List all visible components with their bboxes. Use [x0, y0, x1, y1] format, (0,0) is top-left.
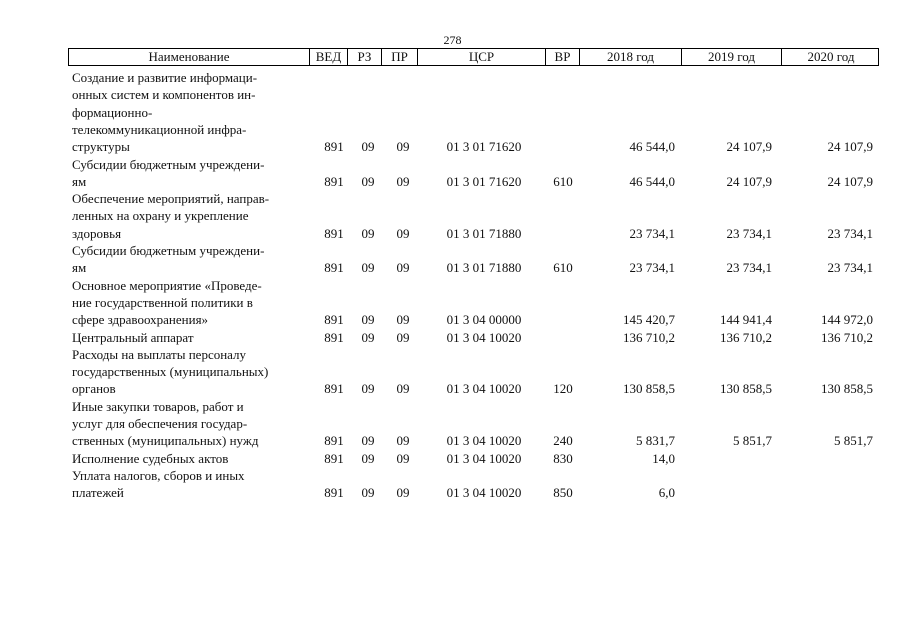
row-name-line: Исполнение судебных актов	[72, 450, 229, 466]
row-name-line: Уплата налогов, сборов и иных	[72, 467, 245, 483]
row-name-line: Обеспечение мероприятий, направ-	[72, 191, 270, 207]
column-header-name: Наименование	[148, 49, 230, 64]
row-name-line: органов	[72, 381, 116, 397]
cell-y2018: 5 831,7	[636, 433, 675, 449]
cell-y2018: 130 858,5	[623, 381, 675, 397]
cell-y2019: 24 107,9	[726, 139, 772, 155]
cell-pr: 09	[396, 139, 410, 155]
column-header-csr: ЦСР	[417, 49, 545, 65]
cell-rz: 09	[361, 260, 375, 276]
cell-y2020: 144 972,0	[821, 312, 873, 328]
cell-y2018: 23 734,1	[629, 225, 675, 241]
row-name-line: онных систем и компонентов ин-	[72, 87, 256, 103]
row-name-line: услуг для обеспечения государ-	[72, 415, 248, 431]
row-name-line: здоровья	[72, 225, 122, 241]
table-header	[68, 48, 879, 66]
cell-y2018: 23 734,1	[629, 260, 675, 276]
cell-csr: 01 3 01 71880	[446, 225, 522, 241]
table-row	[0, 329, 905, 346]
row-name	[72, 156, 308, 191]
row-name-line: Центральный аппарат	[72, 329, 194, 345]
row-name	[72, 190, 308, 242]
cell-y2019: 130 858,5	[720, 381, 772, 397]
column-header-pr: ПР	[381, 49, 417, 65]
row-name-line: Основное мероприятие «Проведе-	[72, 277, 262, 293]
cell-y2020: 23 734,1	[827, 260, 873, 276]
cell-csr: 01 3 04 10020	[446, 433, 522, 449]
cell-vr: 850	[553, 485, 573, 501]
row-name-line: Иные закупки товаров, работ и	[72, 398, 244, 414]
cell-y2018: 145 420,7	[623, 312, 675, 328]
row-name	[72, 242, 308, 277]
row-name-line: ям	[72, 260, 87, 276]
cell-pr: 09	[396, 329, 410, 345]
row-name-line: формационно-	[72, 104, 153, 120]
row-name-line: структуры	[72, 139, 130, 155]
cell-csr: 01 3 04 10020	[446, 485, 522, 501]
row-name-line: телекоммуникационной инфра-	[72, 121, 247, 137]
cell-pr: 09	[396, 433, 410, 449]
table-row	[0, 467, 905, 502]
cell-y2020: 130 858,5	[821, 381, 873, 397]
cell-y2018: 14,0	[652, 450, 675, 466]
cell-csr: 01 3 01 71620	[446, 173, 522, 189]
cell-y2018: 46 544,0	[629, 173, 675, 189]
cell-y2020: 24 107,9	[827, 139, 873, 155]
cell-y2018: 136 710,2	[623, 329, 675, 345]
table-row	[0, 242, 905, 277]
row-name	[72, 398, 308, 450]
row-name-line: Субсидии бюджетным учреждени-	[72, 243, 265, 258]
cell-y2019: 23 734,1	[726, 225, 772, 241]
cell-y2018: 46 544,0	[629, 139, 675, 155]
cell-ved: 891	[324, 173, 344, 189]
row-name-line: ленных на охрану и укрепление	[72, 208, 249, 224]
cell-ved: 891	[324, 381, 344, 397]
cell-y2019: 144 941,4	[720, 312, 772, 328]
cell-pr: 09	[396, 450, 410, 466]
cell-ved: 891	[324, 450, 344, 466]
cell-vr: 830	[553, 450, 573, 466]
cell-rz: 09	[361, 173, 375, 189]
cell-y2020: 24 107,9	[827, 173, 873, 189]
row-name-line: Расходы на выплаты персоналу	[72, 346, 247, 362]
cell-csr: 01 3 04 10020	[446, 381, 522, 397]
row-name	[72, 277, 308, 329]
row-name-line: ям	[72, 173, 87, 189]
cell-pr: 09	[396, 225, 410, 241]
cell-csr: 01 3 04 00000	[446, 312, 522, 328]
row-name-line: Субсидии бюджетным учреждени-	[72, 156, 265, 172]
cell-rz: 09	[361, 139, 375, 155]
table-row	[0, 450, 905, 467]
row-name-line: платежей	[72, 485, 124, 501]
cell-pr: 09	[396, 312, 410, 328]
cell-ved: 891	[324, 139, 344, 155]
cell-csr: 01 3 04 10020	[446, 329, 522, 345]
column-header-rz: РЗ	[347, 49, 381, 65]
cell-y2019: 136 710,2	[720, 329, 772, 345]
cell-rz: 09	[361, 329, 375, 345]
cell-y2020: 5 851,7	[834, 433, 873, 449]
row-name	[72, 467, 308, 502]
row-name-line: ние государственной политики в	[72, 294, 253, 310]
cell-vr: 610	[553, 260, 573, 276]
cell-y2019: 24 107,9	[726, 173, 772, 189]
cell-pr: 09	[396, 260, 410, 276]
table-row	[0, 69, 905, 156]
cell-pr: 09	[396, 173, 410, 189]
cell-ved: 891	[324, 225, 344, 241]
table-row	[0, 156, 905, 191]
row-name	[72, 450, 308, 467]
row-name-line: сфере здравоохранения»	[72, 312, 209, 328]
table-row	[0, 277, 905, 329]
table-row	[0, 398, 905, 450]
cell-y2019: 23 734,1	[726, 260, 772, 276]
table-row	[0, 346, 905, 398]
cell-rz: 09	[361, 312, 375, 328]
cell-rz: 09	[361, 485, 375, 501]
row-name	[72, 346, 308, 398]
cell-rz: 09	[361, 433, 375, 449]
cell-vr: 240	[553, 433, 573, 449]
row-name-line: Создание и развитие информаци-	[72, 70, 258, 85]
cell-ved: 891	[324, 433, 344, 449]
column-header-vr: ВР	[545, 49, 579, 65]
cell-pr: 09	[396, 381, 410, 397]
cell-ved: 891	[324, 329, 344, 345]
row-name	[72, 69, 308, 155]
cell-y2018: 6,0	[658, 485, 675, 501]
cell-ved: 891	[324, 312, 344, 328]
column-header-2018: 2018 год	[579, 49, 681, 65]
row-name-line: ственных (муниципальных) нужд	[72, 433, 259, 449]
cell-pr: 09	[396, 485, 410, 501]
column-header-2019: 2019 год	[681, 49, 781, 65]
cell-rz: 09	[361, 450, 375, 466]
row-name	[72, 329, 308, 346]
row-name-line: государственных (муниципальных)	[72, 364, 269, 380]
cell-csr: 01 3 01 71880	[446, 260, 522, 276]
cell-y2019: 5 851,7	[733, 433, 772, 449]
table-row	[0, 190, 905, 242]
cell-y2020: 136 710,2	[821, 329, 873, 345]
cell-csr: 01 3 01 71620	[446, 139, 522, 155]
cell-csr: 01 3 04 10020	[446, 450, 522, 466]
cell-rz: 09	[361, 381, 375, 397]
column-header-ved: ВЕД	[309, 49, 347, 65]
column-header-2020: 2020 год	[781, 49, 880, 65]
page-number: 278	[443, 33, 462, 47]
cell-y2020: 23 734,1	[827, 225, 873, 241]
cell-vr: 120	[553, 381, 573, 397]
cell-rz: 09	[361, 225, 375, 241]
cell-vr: 610	[553, 173, 573, 189]
cell-ved: 891	[324, 260, 344, 276]
cell-ved: 891	[324, 485, 344, 501]
